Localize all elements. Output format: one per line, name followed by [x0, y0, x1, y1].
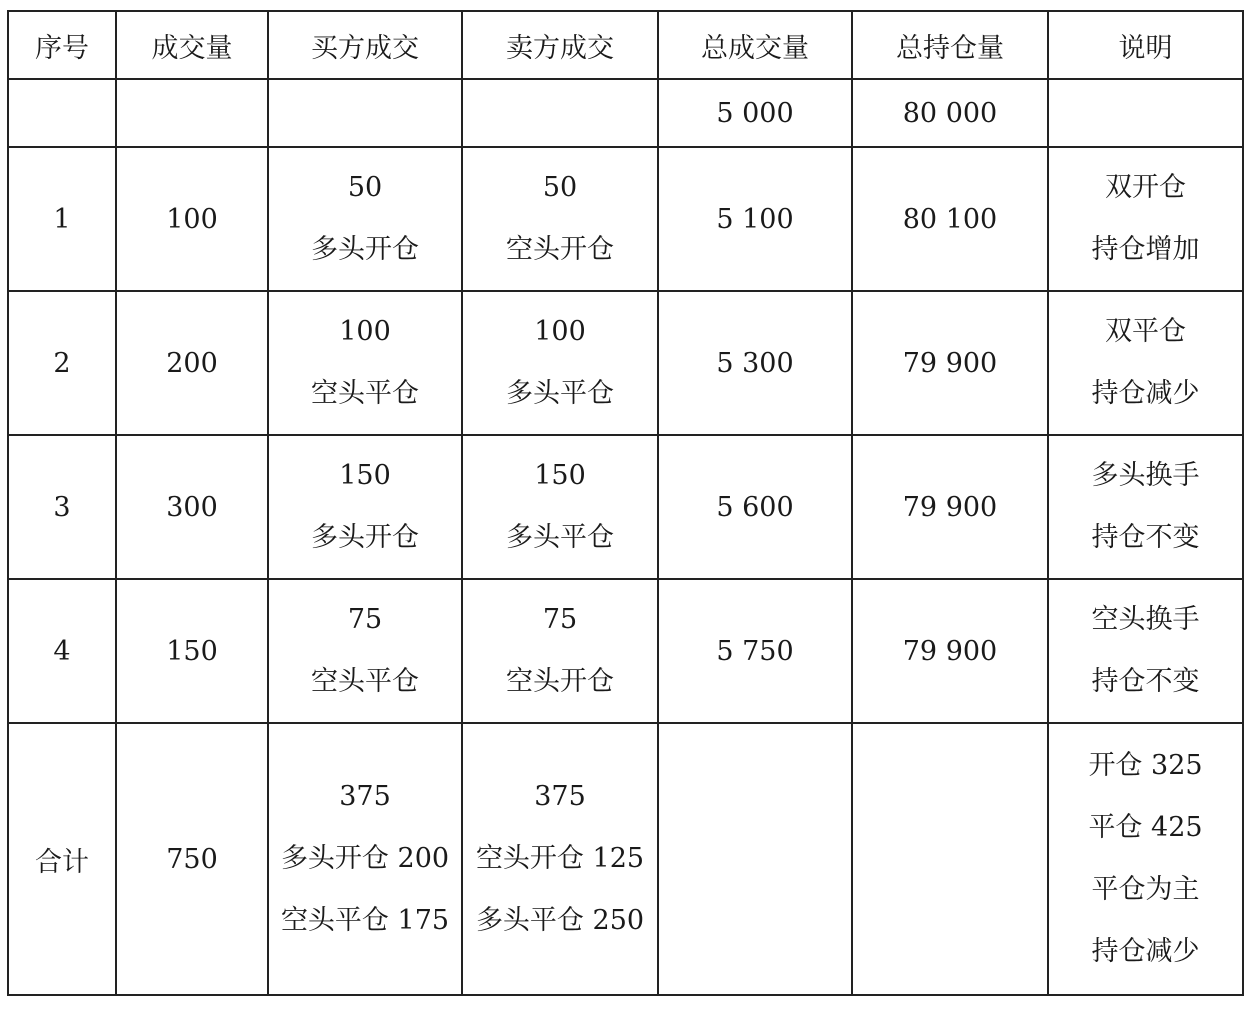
- cell-sell: [462, 579, 658, 723]
- buy-volume: 100: [339, 316, 391, 347]
- cell-sell: [462, 79, 658, 147]
- note-line: 平仓 425: [1088, 812, 1203, 843]
- header-row: [8, 11, 1243, 79]
- cell-volume: 750: [116, 723, 268, 995]
- cell-buy: [268, 723, 462, 995]
- cell-seq: 1: [8, 147, 116, 291]
- buy-type: 空头平仓: [311, 378, 419, 409]
- cell-volume: 300: [116, 435, 268, 579]
- cell-volume: 100: [116, 147, 268, 291]
- cell-buy: [268, 291, 462, 435]
- note-line: 持仓不变: [1091, 522, 1200, 553]
- initial-row: [8, 79, 1243, 147]
- cell-buy: [268, 147, 462, 291]
- cell-total-volume: 5 000: [658, 79, 852, 147]
- cell-sell: [462, 147, 658, 291]
- cell-open-interest: 80 000: [852, 79, 1048, 147]
- header-note: 说明: [1048, 11, 1243, 79]
- sell-type: 空头开仓: [506, 666, 614, 697]
- cell-volume: [116, 79, 268, 147]
- buy-type: 空头平仓: [311, 666, 419, 697]
- buy-breakdown: 空头平仓 175: [280, 905, 450, 936]
- cell-open-interest: 79 900: [852, 291, 1048, 435]
- note-line: 持仓不变: [1091, 666, 1200, 697]
- header-total-volume: 总成交量: [658, 11, 852, 79]
- cell-seq: 合计: [8, 723, 116, 995]
- cell-seq: [8, 79, 116, 147]
- cell-sell: [462, 435, 658, 579]
- cell-total-volume: 5 750: [658, 579, 852, 723]
- sell-type: 多头平仓: [506, 522, 614, 553]
- note-line: 双平仓: [1105, 316, 1186, 347]
- cell-total-volume: 5 600: [658, 435, 852, 579]
- note-line: 空头换手: [1091, 604, 1200, 635]
- header-seq: 序号: [8, 11, 116, 79]
- cell-note: [1048, 435, 1243, 579]
- sell-type: 空头开仓: [506, 234, 614, 265]
- cell-total-volume: 5 100: [658, 147, 852, 291]
- buy-type: 多头开仓: [311, 522, 419, 553]
- sell-volume: 375: [534, 781, 586, 812]
- table-row: [8, 291, 1243, 435]
- note-line: 双开仓: [1105, 172, 1186, 203]
- cell-seq: 4: [8, 579, 116, 723]
- sell-volume: 75: [542, 604, 578, 635]
- sell-volume: 100: [534, 316, 586, 347]
- buy-volume: 75: [347, 604, 383, 635]
- note-line: 开仓 325: [1088, 750, 1203, 781]
- note-line: 平仓为主: [1091, 874, 1200, 905]
- cell-open-interest: 79 900: [852, 435, 1048, 579]
- sell-volume: 150: [534, 460, 586, 491]
- table-row: [8, 147, 1243, 291]
- cell-note: [1048, 147, 1243, 291]
- cell-note: [1048, 79, 1243, 147]
- cell-note: [1048, 579, 1243, 723]
- buy-volume: 50: [347, 172, 383, 203]
- open-interest-table: [7, 10, 1244, 996]
- note-line: 多头换手: [1091, 460, 1200, 491]
- header-sell: 卖方成交: [462, 11, 658, 79]
- cell-volume: 150: [116, 579, 268, 723]
- cell-open-interest: [852, 723, 1048, 995]
- sell-breakdown: 空头开仓 125: [475, 843, 645, 874]
- cell-volume: 200: [116, 291, 268, 435]
- cell-total-volume: [658, 723, 852, 995]
- table-row: [8, 579, 1243, 723]
- cell-seq: 3: [8, 435, 116, 579]
- cell-buy: [268, 79, 462, 147]
- cell-open-interest: 79 900: [852, 579, 1048, 723]
- cell-sell: [462, 291, 658, 435]
- total-row: [8, 723, 1243, 995]
- buy-breakdown: 多头开仓 200: [280, 843, 450, 874]
- buy-volume: 375: [339, 781, 391, 812]
- cell-total-volume: 5 300: [658, 291, 852, 435]
- header-open-interest: 总持仓量: [852, 11, 1048, 79]
- table-row: [8, 435, 1243, 579]
- cell-buy: [268, 435, 462, 579]
- buy-type: 多头开仓: [311, 234, 419, 265]
- cell-seq: 2: [8, 291, 116, 435]
- cell-sell: [462, 723, 658, 995]
- buy-volume: 150: [339, 460, 391, 491]
- cell-note: [1048, 723, 1243, 995]
- cell-note: [1048, 291, 1243, 435]
- note-line: 持仓减少: [1091, 378, 1200, 409]
- cell-buy: [268, 579, 462, 723]
- note-line: 持仓减少: [1091, 936, 1200, 967]
- header-buy: 买方成交: [268, 11, 462, 79]
- note-line: 持仓增加: [1091, 234, 1200, 265]
- cell-open-interest: 80 100: [852, 147, 1048, 291]
- sell-type: 多头平仓: [506, 378, 614, 409]
- header-volume: 成交量: [116, 11, 268, 79]
- sell-breakdown: 多头平仓 250: [475, 905, 645, 936]
- sell-volume: 50: [542, 172, 578, 203]
